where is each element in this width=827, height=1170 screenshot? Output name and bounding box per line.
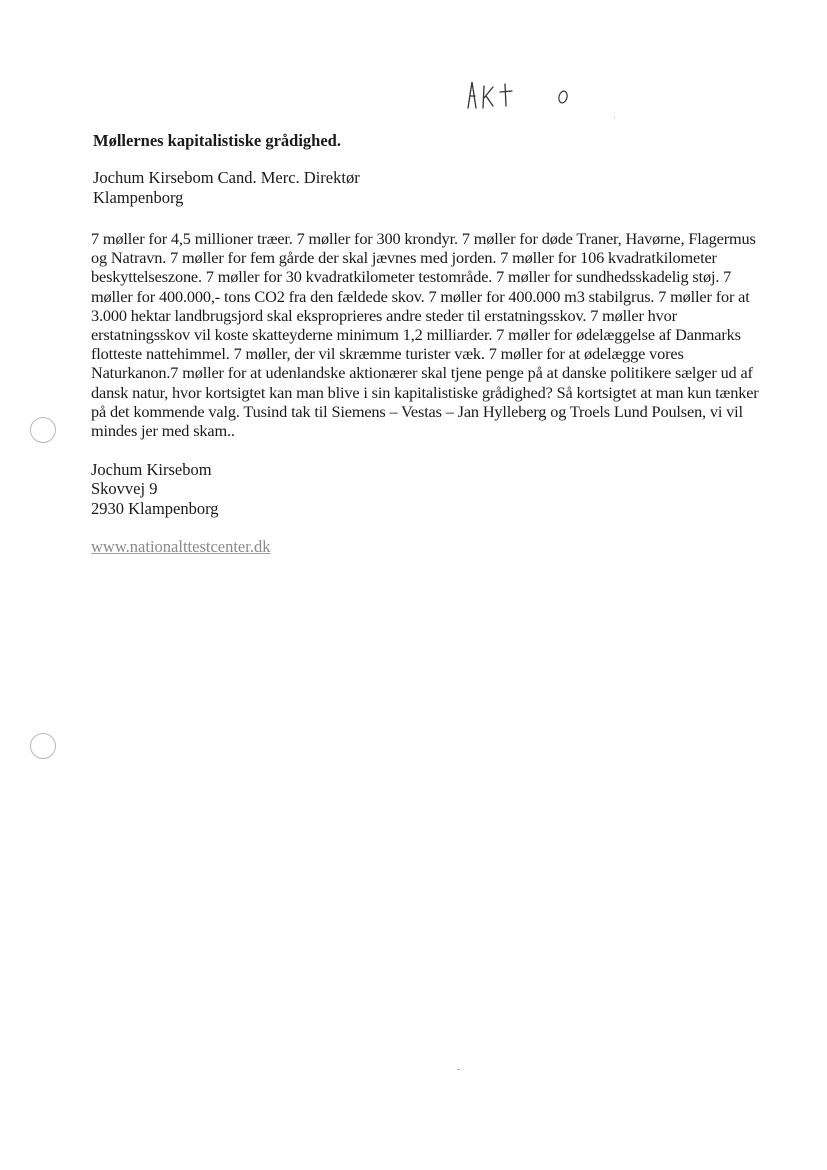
website-link[interactable]: www.nationalttestcenter.dk [91,537,271,556]
punch-hole-mark [30,417,56,443]
punch-hole-mark [30,733,56,759]
handwritten-annotation-drawing [462,78,582,114]
signature-block [91,460,219,518]
scan-speck [457,1069,460,1070]
body-paragraph: 7 møller for 4,5 millioner træer. 7 møller for 300 krondyr. 7 møller for døde Traner, Havørne, Flagermus og Natravn. 7 møller for fem gårde der skal jævnes med jorden. 7 møller for 106 kvadratkilometer beskyttelseszone. 7 møller for 30 kvadratkilometer testområde. 7 møller for sundhedsskadelig støj. 7 møller for 400.000,- tons CO2 fra den fældede skov. 7 møller for 400.000 m3 stabilgrus. 7 møller for at 3.000 hektar landbrugsjord skal eksproprieres andre steder til erstatningsskov. 7 møller hvor erstatningsskov vil koste skatteyderne minimum 1,2 milliarder. 7 møller for ødelæggelse af Danmarks flotteste nattehimmel. 7 møller, der vil skræmme turister væk. 7 møller for at ødelægge vores Naturkanon.7 møller for at udenlandske aktionærer skal tjene penge på at danske politikere sælger ud af dansk natur, hvor kortsigtet kan man blive i sin kapitalistiske grådighed? Så kortsigtet at man kun tænker på det kommende valg. Tusind tak til Siemens – Vestas – Jan Hylleberg og Troels Lund Poulsen, vi vil mindes jer med skam.. [91,229,759,441]
signature-name: Jochum Kirsebom [91,460,212,479]
signature-street: Skovvej 9 [91,479,158,499]
scan-speck [614,117,615,118]
document-title: Møllernes kapitalistiske grådighed. [93,131,341,150]
author-block [93,168,360,208]
author-line: Jochum Kirsebom Cand. Merc. Direktør [93,168,360,187]
author-location: Klampenborg [93,188,184,207]
signature-city: 2930 Klampenborg [91,498,219,518]
handwritten-annotation [462,78,582,114]
